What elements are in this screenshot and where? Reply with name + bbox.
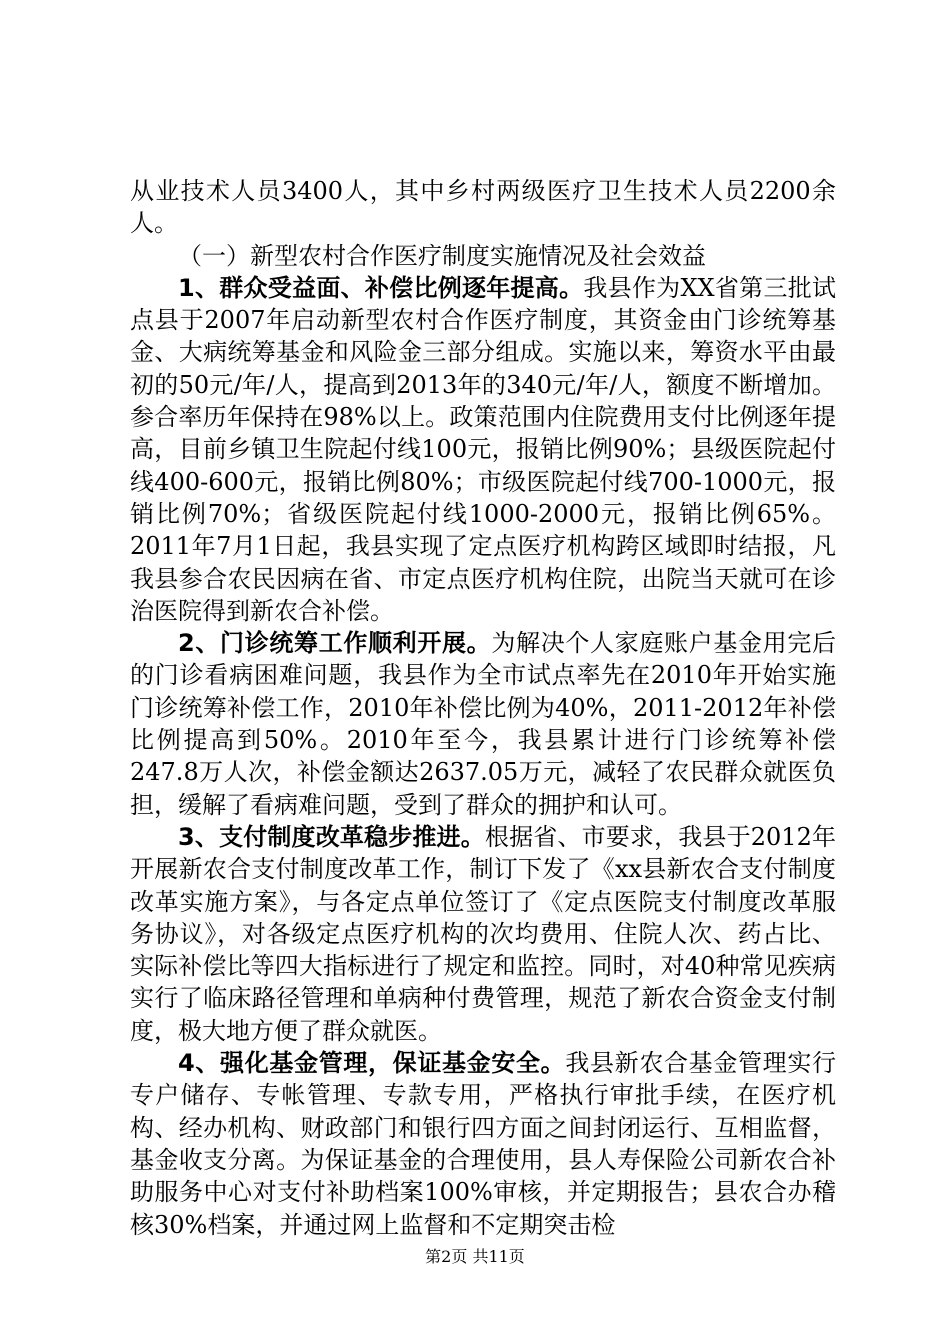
- paragraph-4-body: 我县新农合基金管理实行专户储存、专帐管理、专款专用，严格执行审批手续，在医疗机构、经办机构、财政部门和银行四方面之间封闭运行、互相监督，基金收支分离。为保证基金的合理使用，县人寿保险公司新农合补助服务中心对支付补助档案100%审核，并定期报告；县农合办稽核30%档案，并通过网上监督和不定期突击检: [130, 1049, 836, 1239]
- section-heading: （一）新型农村合作医疗制度实施情况及社会效益: [178, 241, 706, 270]
- paragraph-1: [130, 272, 836, 627]
- paragraph-1-body: 我县作为XX省第三批试点县于2007年启动新型农村合作医疗制度，其资金由门诊统筹基金、大病统筹基金和风险金三部分组成。实施以来，筹资水平由最初的50元/年/人，提高到2013年的340元/年/人，额度不断增加。参合率历年保持在98%以上。政策范围内住院费用支付比例逐年提高，目前乡镇卫生院起付线100元，报销比例90%；县级医院起付线400-600元，报销比例80%；市级医院起付线700-1000元，报销比例70%；省级医院起付线1000-2000元，报销比例65%。2011年7月1日起，我县实现了定点医疗机构跨区域即时结报，凡我县参合农民因病在省、市定点医疗机构住院，出院当天就可在诊治医院得到新农合补偿。: [130, 273, 836, 625]
- paragraph-2: [130, 627, 836, 821]
- continuation-paragraph: 从业技术人员3400人，其中乡村两级医疗卫生技术人员2200余人。: [130, 177, 836, 238]
- paragraph-2-lead: 2、门诊统筹工作顺利开展。: [178, 629, 492, 658]
- paragraph-4: [130, 1047, 836, 1241]
- paragraph-3-lead: 3、支付制度改革稳步推进。: [178, 822, 485, 851]
- page-footer: 第2页 共11页: [425, 1247, 525, 1266]
- paragraph-2-body: 为解决个人家庭账户基金用完后的门诊看病困难问题，我县作为全市试点率先在2010年开始实施门诊统筹补偿工作，2010年补偿比例为40%，2011-2012年补偿比例提高到50%。2010年至今，我县累计进行门诊统筹补偿247.8万人次，补偿金额达2637.05万元，减轻了农民群众就医负担，缓解了看病难问题，受到了群众的拥护和认可。: [130, 629, 837, 819]
- paragraph-3-body: 根据省、市要求，我县于2012年开展新农合支付制度改革工作，制订下发了《xx县新农合支付制度改革实施方案》，与各定点单位签订了《定点医院支付制度改革服务协议》，对各级定点医疗机构的次均费用、住院人次、药占比、实际补偿比等四大指标进行了规定和监控。同时，对40种常见疾病实行了临床路径管理和单病种付费管理，规范了新农合资金支付制度，极大地方便了群众就医。: [130, 822, 837, 1045]
- document-body: [130, 175, 836, 1241]
- paragraph-3: [130, 821, 836, 1047]
- paragraph-1-lead: 1、群众受益面、补偿比例逐年提高。: [178, 273, 584, 302]
- paragraph-4-lead: 4、强化基金管理，保证基金安全。: [178, 1049, 566, 1078]
